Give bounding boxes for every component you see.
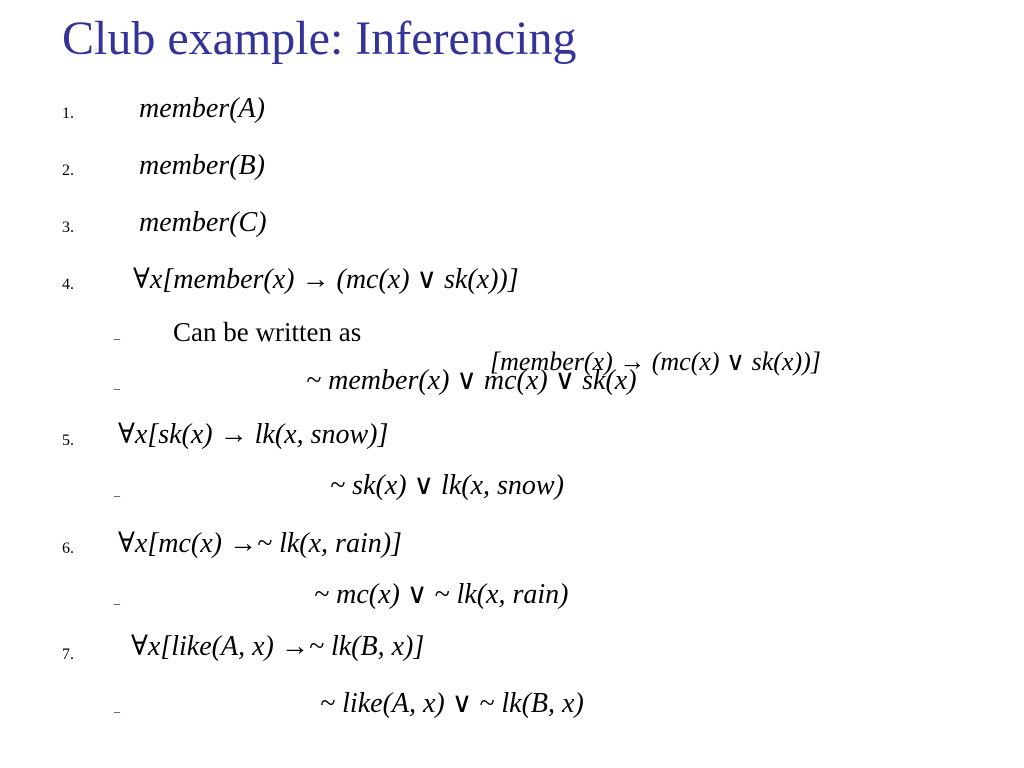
sub-bullet-dash: –	[114, 488, 120, 502]
formula-rule-7: ∀x[like(A, x) →~ lk(B, x)]	[131, 631, 425, 662]
item-number: 4.	[62, 276, 74, 293]
formula-overlay: [member(x) → (mc(x) ∨ sk(x))]	[490, 347, 821, 376]
sub-bullet-dash: –	[114, 381, 120, 395]
slide-title: Club example: Inferencing	[62, 12, 577, 65]
formula-clause-4: ~ member(x) ∨ mc(x) ∨ sk(x)	[306, 365, 637, 396]
item-number: 3.	[62, 219, 74, 236]
formula-member-c: member(C)	[139, 207, 267, 238]
item-number: 7.	[62, 646, 74, 663]
formula-member-b: member(B)	[139, 150, 265, 181]
item-number: 2.	[62, 162, 74, 179]
sub-bullet-dash: –	[114, 596, 120, 610]
sub-bullet-dash: –	[114, 704, 120, 718]
sub-bullet-dash: –	[114, 331, 120, 345]
formula-clause-7: ~ like(A, x) ∨ ~ lk(B, x)	[320, 688, 584, 719]
formula-clause-5: ~ sk(x) ∨ lk(x, snow)	[330, 470, 564, 501]
item-number: 5.	[62, 432, 74, 449]
formula-member-a: member(A)	[139, 93, 265, 124]
item-number: 1.	[62, 105, 74, 122]
sub-text-can-be-written: Can be written as	[173, 317, 362, 347]
formula-rule-6: ∀x[mc(x) →~ lk(x, rain)]	[118, 528, 402, 559]
item-number: 6.	[62, 540, 74, 557]
formula-rule-4: ∀x[member(x) → (mc(x) ∨ sk(x))]	[133, 264, 519, 295]
formula-clause-6: ~ mc(x) ∨ ~ lk(x, rain)	[314, 579, 569, 610]
formula-rule-5: ∀x[sk(x) → lk(x, snow)]	[118, 419, 389, 450]
